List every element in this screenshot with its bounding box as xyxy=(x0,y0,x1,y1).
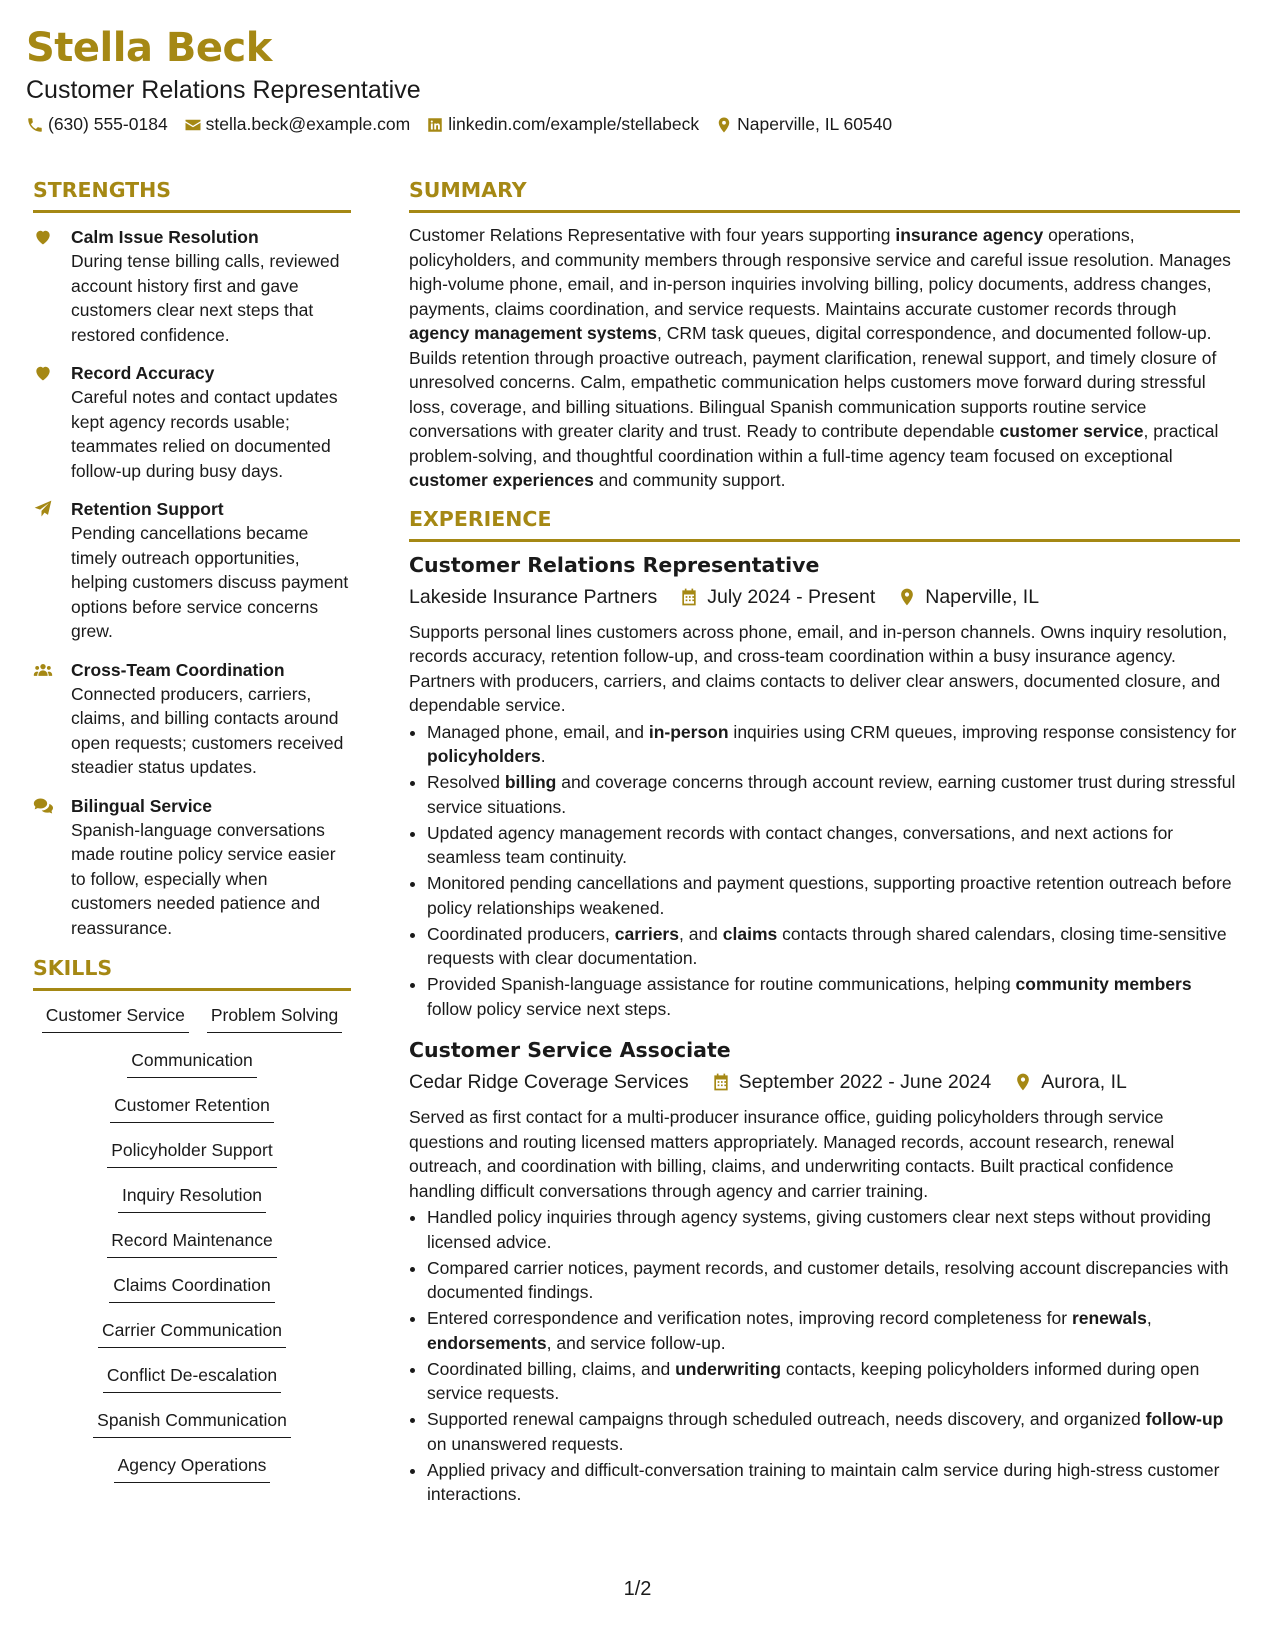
skill-tag: Problem Solving xyxy=(207,1003,342,1033)
bullet-item: • Applied privacy and difficult-conversation training to maintain calm service during high-stress customer interactions. xyxy=(427,1458,1240,1507)
bullet-item: • Supported renewal campaigns through scheduled outreach, needs discovery, and organized follow-up on unanswered requests. xyxy=(427,1407,1240,1456)
skill-tag: Customer Retention xyxy=(110,1093,274,1123)
strength-item xyxy=(33,497,351,644)
map-pin-icon xyxy=(715,116,733,134)
page-number: 1/2 xyxy=(623,1578,652,1600)
skill-tag: Conflict De-escalation xyxy=(103,1363,281,1393)
strength-item xyxy=(33,658,351,780)
job-location: Aurora, IL xyxy=(1041,1071,1127,1093)
map-pin-icon xyxy=(897,587,917,607)
strength-desc: During tense billing calls, reviewed account history first and gave customers clear next steps that restored confidence. xyxy=(71,251,340,345)
skill-tag: Agency Operations xyxy=(114,1453,271,1483)
linkedin-text[interactable]: linkedin.com/example/stellabeck xyxy=(448,114,700,134)
phone-text: (630) 555-0184 xyxy=(48,114,168,134)
calendar-icon xyxy=(711,1072,731,1092)
comments-icon xyxy=(33,796,53,816)
bullet-item: • Managed phone, email, and in-person inquiries using CRM queues, improving response consistency for policyholders. xyxy=(427,720,1240,769)
skill-tag: Record Maintenance xyxy=(107,1228,276,1258)
strength-title: Calm Issue Resolution xyxy=(71,227,259,247)
strength-title: Bilingual Service xyxy=(71,795,213,816)
map-pin-icon xyxy=(1013,1072,1033,1092)
experience-heading: EXPERIENCE xyxy=(409,505,1240,542)
job-meta xyxy=(409,582,1240,612)
resume-header xyxy=(26,22,1249,135)
bullet-item: • Coordinated producers, carriers, and claims contacts through shared calendars, closing time-sensitive requests with clear documentation. xyxy=(427,922,1240,971)
heart-icon xyxy=(33,227,53,247)
strength-title: Retention Support xyxy=(71,499,224,519)
contact-phone xyxy=(26,114,168,135)
job-entry xyxy=(409,1035,1240,1507)
job-dates: September 2022 - June 2024 xyxy=(738,1071,992,1093)
contact-bar xyxy=(26,114,1249,135)
email-text[interactable]: stella.beck@example.com xyxy=(205,114,411,134)
linkedin-icon xyxy=(426,116,444,134)
job-bullets xyxy=(409,1205,1240,1507)
strength-item xyxy=(33,225,351,347)
skill-tag: Spanish Communication xyxy=(93,1408,291,1438)
skill-tag: Customer Service xyxy=(42,1003,189,1033)
job-title: Customer Relations Representative xyxy=(409,552,820,577)
candidate-name: Stella Beck xyxy=(26,25,272,71)
strength-desc: Spanish-language conversations made routine policy service easier to follow, especially when customers needed patience and reassurance. xyxy=(71,819,336,938)
strengths-heading: STRENGTHS xyxy=(33,176,351,213)
summary-heading: SUMMARY xyxy=(409,176,1240,213)
paper-plane-icon xyxy=(33,499,53,519)
company-name: Cedar Ridge Coverage Services xyxy=(409,1071,689,1093)
heart-icon xyxy=(33,363,53,383)
location-text: Naperville, IL 60540 xyxy=(737,114,893,134)
bullet-item: • Monitored pending cancellations and payment questions, supporting proactive retention outreach before policy relationships weakened. xyxy=(427,871,1240,920)
job-location: Naperville, IL xyxy=(925,585,1040,608)
calendar-icon xyxy=(679,587,699,607)
phone-icon xyxy=(26,116,44,134)
job-entry xyxy=(409,550,1240,1022)
skills-list xyxy=(33,1003,351,1498)
strength-desc: Careful notes and contact updates kept agency records usable; teammates relied on documented follow-up during busy days. xyxy=(71,387,338,481)
left-column xyxy=(33,176,351,1498)
job-description: Supports personal lines customers across phone, email, and in-person channels. Owns inquiry resolution, records accuracy, retention follow-up, and cross-team coordination within a busy insurance agency. Partners with producers, carriers, and claims contacts to deliver clear answers, documented closure, and dependable service. xyxy=(409,621,1228,715)
strength-title: Record Accuracy xyxy=(71,363,215,383)
skill-tag: Policyholder Support xyxy=(107,1138,276,1168)
envelope-icon xyxy=(184,116,202,134)
skills-heading: SKILLS xyxy=(33,954,351,991)
right-column xyxy=(409,176,1240,1508)
bullet-item: • Coordinated billing, claims, and underwriting contacts, keeping policyholders informed during open service requests. xyxy=(427,1357,1240,1406)
bullet-item: • Entered correspondence and verification notes, improving record completeness for renewals, endorsements, and service follow-up. xyxy=(427,1306,1240,1355)
bullet-item: • Provided Spanish-language assistance for routine communications, helping community members follow policy service next steps. xyxy=(427,972,1240,1021)
skill-tag: Communication xyxy=(127,1048,257,1078)
bullet-item: • Compared carrier notices, payment records, and customer details, resolving account discrepancies with documented findings. xyxy=(427,1256,1240,1305)
contact-email[interactable] xyxy=(184,114,411,135)
strength-desc: Pending cancellations became timely outreach opportunities, helping customers discuss payment options before service concerns grew. xyxy=(71,523,349,641)
summary-text: Customer Relations Representative with four years supporting insurance agency operations, policyholders, and community members through responsive service and careful issue resolution. Manages high-volume phone, email, and in-person inquiries involving billing, policy documents, address changes, payments, claims coordination, and service requests. Maintains accurate customer records through agency management systems, CRM task queues, digital correspondence, and documented follow-up. Builds retention through proactive outreach, payment clarification, renewal support, and timely closure of unresolved concerns. Calm, empathetic communication helps customers move forward during stressful loss, coverage, and billing situations. Bilingual Spanish communication supports routine service conversations with greater clarity and trust. Ready to contribute dependable customer service, practical problem-solving, and thoughtful coordination within a full-time agency team focused on exceptional customer experiences and community support. xyxy=(409,225,1231,490)
job-meta xyxy=(409,1067,1240,1097)
candidate-role: Customer Relations Representative xyxy=(26,76,421,104)
contact-linkedin[interactable] xyxy=(426,114,699,135)
job-description: Served as first contact for a multi-producer insurance office, guiding policyholders through service questions and routing licensed matters appropriately. Managed records, account research, renewal outreach, and coordination with billing, claims, and underwriting contacts. Built practical confidence handling difficult conversations through agency and carrier training. xyxy=(409,1107,1175,1201)
strength-title: Cross-Team Coordination xyxy=(71,659,285,680)
company-name: Lakeside Insurance Partners xyxy=(409,585,658,608)
contact-location xyxy=(715,114,892,135)
strength-item xyxy=(33,794,351,941)
bullet-item: • Updated agency management records with contact changes, conversations, and next actions for seamless team continuity. xyxy=(427,821,1240,870)
job-dates: July 2024 - Present xyxy=(707,585,876,608)
job-title: Customer Service Associate xyxy=(409,1038,731,1062)
bullet-item: • Handled policy inquiries through agency systems, giving customers clear next steps without providing licensed advice. xyxy=(427,1205,1240,1254)
users-icon xyxy=(33,660,53,680)
strengths-list xyxy=(33,225,351,940)
skill-tag: Claims Coordination xyxy=(109,1273,275,1303)
job-bullets xyxy=(409,720,1240,1022)
strength-item xyxy=(33,361,351,483)
skill-tag: Inquiry Resolution xyxy=(118,1183,266,1213)
skill-tag: Carrier Communication xyxy=(98,1318,286,1348)
strength-desc: Connected producers, carriers, claims, and billing contacts around open requests; customers received steadier status updates. xyxy=(71,683,344,777)
bullet-item: • Resolved billing and coverage concerns through account review, earning customer trust during stressful service situations. xyxy=(427,770,1240,819)
